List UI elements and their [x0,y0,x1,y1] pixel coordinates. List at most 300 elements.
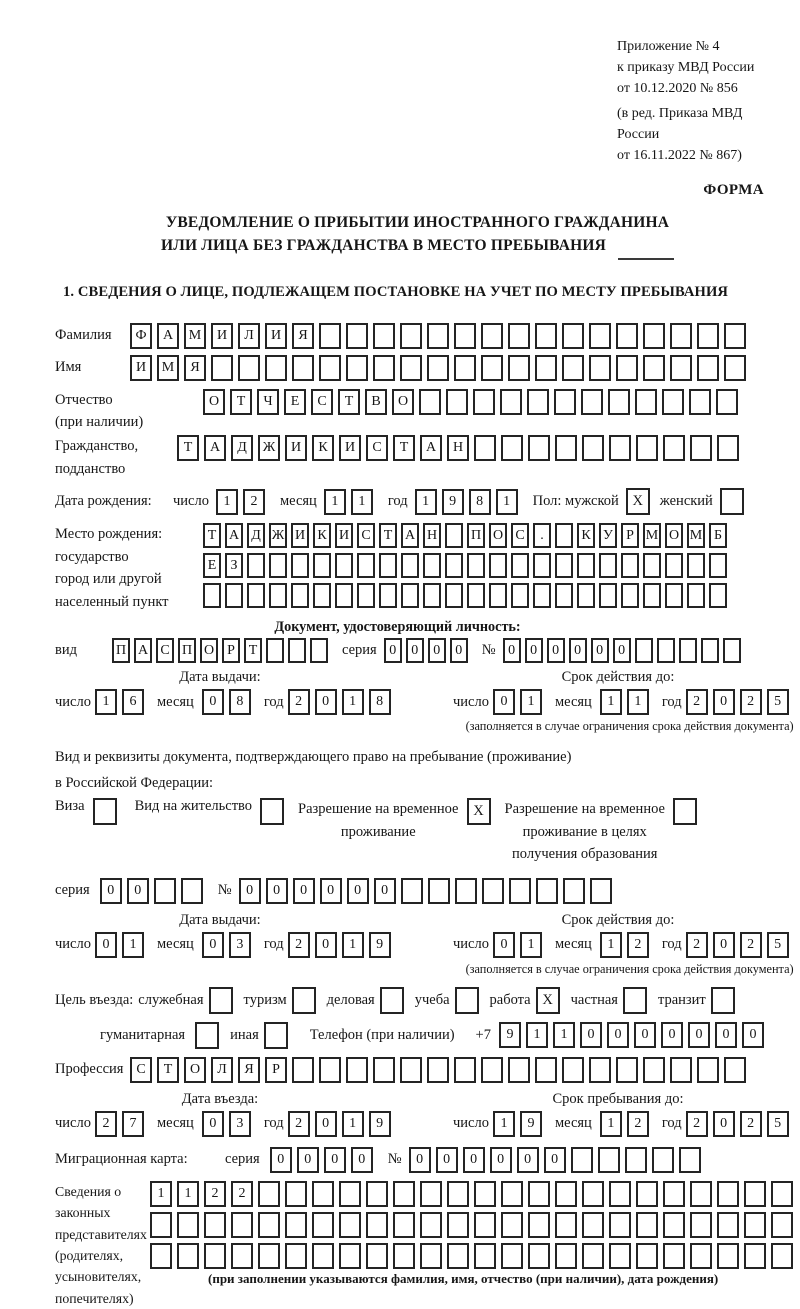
char-cell[interactable] [508,323,530,349]
migration-series-input[interactable] [270,1147,378,1173]
char-cell[interactable] [590,878,612,904]
representatives-input-row3[interactable] [150,1243,798,1269]
male-checkbox[interactable]: X [626,488,650,515]
char-cell[interactable]: 0 [713,1111,735,1137]
char-cell[interactable] [528,1212,550,1238]
char-cell[interactable]: И [130,355,152,381]
char-cell[interactable] [571,1147,593,1173]
char-cell[interactable]: О [489,523,507,548]
char-cell[interactable] [366,1243,388,1269]
char-cell[interactable]: 2 [686,932,708,958]
char-cell[interactable]: 0 [95,932,117,958]
edu-permit-checkbox[interactable] [673,798,697,825]
char-cell[interactable]: . [533,523,551,548]
char-cell[interactable] [744,1243,766,1269]
char-cell[interactable]: 1 [122,932,144,958]
char-cell[interactable] [690,1212,712,1238]
char-cell[interactable] [562,355,584,381]
char-cell[interactable] [291,553,309,578]
char-cell[interactable] [657,638,675,663]
char-cell[interactable]: 0 [525,638,543,663]
char-cell[interactable] [467,553,485,578]
char-cell[interactable] [500,389,522,415]
char-cell[interactable]: 1 [520,689,542,715]
char-cell[interactable] [717,435,739,461]
char-cell[interactable] [689,389,711,415]
char-cell[interactable] [467,583,485,608]
char-cell[interactable] [177,1212,199,1238]
residence-issue-day-input[interactable] [95,932,149,958]
char-cell[interactable] [474,1243,496,1269]
char-cell[interactable]: Т [338,389,360,415]
char-cell[interactable] [313,583,331,608]
char-cell[interactable] [679,1147,701,1173]
char-cell[interactable] [313,553,331,578]
char-cell[interactable]: 0 [202,689,224,715]
residence-issue-year-input[interactable] [288,932,396,958]
purpose-business-checkbox[interactable] [380,987,404,1014]
char-cell[interactable]: 9 [369,932,391,958]
char-cell[interactable] [366,1212,388,1238]
char-cell[interactable]: С [311,389,333,415]
char-cell[interactable]: Я [238,1057,260,1083]
char-cell[interactable]: 0 [607,1022,629,1048]
char-cell[interactable] [238,355,260,381]
char-cell[interactable]: 0 [591,638,609,663]
char-cell[interactable]: 0 [127,878,149,904]
char-cell[interactable] [562,323,584,349]
char-cell[interactable] [445,553,463,578]
char-cell[interactable] [582,435,604,461]
char-cell[interactable]: 8 [469,489,491,515]
char-cell[interactable] [150,1243,172,1269]
char-cell[interactable] [285,1243,307,1269]
char-cell[interactable] [335,553,353,578]
char-cell[interactable] [589,1057,611,1083]
char-cell[interactable] [723,638,741,663]
char-cell[interactable] [357,553,375,578]
char-cell[interactable] [508,355,530,381]
char-cell[interactable]: 1 [526,1022,548,1048]
entry-month-input[interactable] [202,1111,256,1137]
char-cell[interactable]: 0 [517,1147,539,1173]
residence-expiry-day-input[interactable] [493,932,547,958]
char-cell[interactable] [401,583,419,608]
char-cell[interactable] [508,1057,530,1083]
char-cell[interactable]: 9 [499,1022,521,1048]
char-cell[interactable]: 1 [520,932,542,958]
char-cell[interactable] [555,1212,577,1238]
purpose-official-checkbox[interactable] [209,987,233,1014]
char-cell[interactable]: Б [709,523,727,548]
char-cell[interactable]: С [366,435,388,461]
char-cell[interactable] [636,1212,658,1238]
char-cell[interactable]: 9 [520,1111,542,1137]
char-cell[interactable] [310,638,328,663]
char-cell[interactable]: 0 [713,689,735,715]
char-cell[interactable]: М [687,523,705,548]
char-cell[interactable]: 0 [493,932,515,958]
char-cell[interactable] [528,435,550,461]
char-cell[interactable]: 2 [686,1111,708,1137]
char-cell[interactable]: Д [231,435,253,461]
char-cell[interactable] [589,323,611,349]
char-cell[interactable]: 2 [740,932,762,958]
char-cell[interactable]: А [204,435,226,461]
char-cell[interactable] [446,389,468,415]
char-cell[interactable] [717,1181,739,1207]
char-cell[interactable]: 0 [634,1022,656,1048]
char-cell[interactable]: Т [157,1057,179,1083]
char-cell[interactable] [589,355,611,381]
purpose-private-checkbox[interactable] [623,987,647,1014]
residence-permit-checkbox[interactable] [260,798,284,825]
char-cell[interactable] [643,583,661,608]
char-cell[interactable] [177,1243,199,1269]
doc-series-input[interactable] [384,638,472,663]
char-cell[interactable]: 1 [324,489,346,515]
char-cell[interactable] [269,583,287,608]
char-cell[interactable] [636,435,658,461]
char-cell[interactable]: 0 [713,932,735,958]
char-cell[interactable] [690,435,712,461]
char-cell[interactable]: 2 [231,1181,253,1207]
char-cell[interactable]: 2 [686,689,708,715]
char-cell[interactable]: 0 [320,878,342,904]
char-cell[interactable]: 1 [150,1181,172,1207]
char-cell[interactable]: 2 [288,932,310,958]
char-cell[interactable] [373,323,395,349]
char-cell[interactable] [312,1243,334,1269]
char-cell[interactable] [423,583,441,608]
char-cell[interactable] [665,553,683,578]
char-cell[interactable] [489,583,507,608]
purpose-work-checkbox[interactable]: X [536,987,560,1014]
char-cell[interactable]: 0 [406,638,424,663]
char-cell[interactable]: Н [423,523,441,548]
char-cell[interactable]: 3 [229,1111,251,1137]
char-cell[interactable]: 0 [661,1022,683,1048]
char-cell[interactable]: И [211,323,233,349]
char-cell[interactable]: 2 [627,932,649,958]
char-cell[interactable] [509,878,531,904]
char-cell[interactable]: П [467,523,485,548]
char-cell[interactable] [150,1212,172,1238]
char-cell[interactable] [258,1243,280,1269]
char-cell[interactable]: А [420,435,442,461]
patronymic-input[interactable] [203,389,743,415]
residence-series-input[interactable] [100,878,208,904]
char-cell[interactable]: 1 [600,932,622,958]
migration-number-input[interactable] [409,1147,706,1173]
char-cell[interactable]: И [265,323,287,349]
char-cell[interactable]: 6 [122,689,144,715]
char-cell[interactable]: О [200,638,218,663]
char-cell[interactable] [420,1212,442,1238]
char-cell[interactable] [616,1057,638,1083]
char-cell[interactable]: М [157,355,179,381]
char-cell[interactable] [204,1212,226,1238]
entry-year-input[interactable] [288,1111,396,1137]
citizenship-input[interactable] [177,435,744,461]
char-cell[interactable]: Я [184,355,206,381]
char-cell[interactable] [379,553,397,578]
char-cell[interactable]: М [643,523,661,548]
residence-expiry-year-input[interactable] [686,932,794,958]
char-cell[interactable] [670,1057,692,1083]
residence-number-input[interactable] [239,878,617,904]
char-cell[interactable] [635,638,653,663]
char-cell[interactable] [447,1243,469,1269]
char-cell[interactable]: 2 [740,1111,762,1137]
birth-month-input[interactable] [324,489,378,515]
char-cell[interactable] [609,435,631,461]
char-cell[interactable] [291,583,309,608]
char-cell[interactable]: 1 [95,689,117,715]
representatives-input-row2[interactable] [150,1212,798,1238]
char-cell[interactable] [292,355,314,381]
char-cell[interactable] [319,355,341,381]
char-cell[interactable] [292,1057,314,1083]
char-cell[interactable]: Л [211,1057,233,1083]
char-cell[interactable] [670,323,692,349]
char-cell[interactable] [643,355,665,381]
char-cell[interactable] [599,553,617,578]
char-cell[interactable] [511,583,529,608]
char-cell[interactable]: Л [238,323,260,349]
char-cell[interactable] [420,1181,442,1207]
temp-permit-checkbox[interactable]: X [467,798,491,825]
char-cell[interactable]: 2 [740,689,762,715]
char-cell[interactable] [563,878,585,904]
char-cell[interactable] [536,878,558,904]
char-cell[interactable]: 0 [351,1147,373,1173]
char-cell[interactable] [663,1181,685,1207]
char-cell[interactable] [643,323,665,349]
char-cell[interactable]: Ж [269,523,287,548]
char-cell[interactable] [481,323,503,349]
char-cell[interactable]: И [285,435,307,461]
stay-month-input[interactable] [600,1111,654,1137]
char-cell[interactable] [687,553,705,578]
char-cell[interactable] [258,1181,280,1207]
char-cell[interactable]: 3 [229,932,251,958]
char-cell[interactable] [285,1181,307,1207]
char-cell[interactable] [203,583,221,608]
phone-input[interactable] [499,1022,769,1048]
char-cell[interactable]: 0 [450,638,468,663]
char-cell[interactable]: П [112,638,130,663]
doc-kind-input[interactable] [112,638,332,663]
char-cell[interactable] [716,389,738,415]
char-cell[interactable] [528,1181,550,1207]
char-cell[interactable]: 2 [243,489,265,515]
char-cell[interactable]: 1 [177,1181,199,1207]
char-cell[interactable] [581,389,603,415]
char-cell[interactable] [527,389,549,415]
char-cell[interactable]: С [357,523,375,548]
char-cell[interactable]: У [599,523,617,548]
birth-place-input-row2[interactable] [203,553,731,578]
char-cell[interactable]: 0 [374,878,396,904]
char-cell[interactable] [609,1181,631,1207]
char-cell[interactable]: Е [284,389,306,415]
char-cell[interactable] [724,1057,746,1083]
char-cell[interactable]: 2 [204,1181,226,1207]
char-cell[interactable]: 0 [503,638,521,663]
char-cell[interactable] [555,553,573,578]
char-cell[interactable]: 0 [428,638,446,663]
char-cell[interactable] [709,583,727,608]
char-cell[interactable]: Т [177,435,199,461]
char-cell[interactable] [400,355,422,381]
char-cell[interactable] [427,1057,449,1083]
char-cell[interactable] [555,583,573,608]
char-cell[interactable] [679,638,697,663]
char-cell[interactable]: А [157,323,179,349]
issue-day-input[interactable] [95,689,149,715]
char-cell[interactable]: 1 [600,689,622,715]
char-cell[interactable] [555,1181,577,1207]
char-cell[interactable]: 0 [347,878,369,904]
purpose-other-checkbox[interactable] [264,1022,288,1049]
char-cell[interactable] [288,638,306,663]
char-cell[interactable]: 0 [315,1111,337,1137]
char-cell[interactable]: 0 [463,1147,485,1173]
char-cell[interactable] [582,1243,604,1269]
char-cell[interactable]: Е [203,553,221,578]
char-cell[interactable]: Ч [257,389,279,415]
char-cell[interactable] [690,1243,712,1269]
char-cell[interactable]: Д [247,523,265,548]
char-cell[interactable] [663,1212,685,1238]
char-cell[interactable]: 0 [580,1022,602,1048]
char-cell[interactable] [533,583,551,608]
char-cell[interactable]: О [184,1057,206,1083]
char-cell[interactable]: Р [222,638,240,663]
doc-number-input[interactable] [503,638,745,663]
purpose-humanitarian-checkbox[interactable] [195,1022,219,1049]
char-cell[interactable] [636,1243,658,1269]
char-cell[interactable] [420,1243,442,1269]
char-cell[interactable] [528,1243,550,1269]
char-cell[interactable] [608,389,630,415]
char-cell[interactable]: 0 [688,1022,710,1048]
char-cell[interactable] [231,1212,253,1238]
char-cell[interactable]: 0 [266,878,288,904]
char-cell[interactable]: К [312,435,334,461]
char-cell[interactable] [265,355,287,381]
char-cell[interactable] [636,1181,658,1207]
char-cell[interactable]: 1 [553,1022,575,1048]
char-cell[interactable] [511,553,529,578]
char-cell[interactable]: Т [203,523,221,548]
char-cell[interactable]: 2 [288,1111,310,1137]
issue-year-input[interactable] [288,689,396,715]
char-cell[interactable] [400,323,422,349]
char-cell[interactable] [697,323,719,349]
char-cell[interactable]: А [401,523,419,548]
char-cell[interactable] [744,1181,766,1207]
char-cell[interactable] [555,523,573,548]
issue-month-input[interactable] [202,689,256,715]
char-cell[interactable] [697,1057,719,1083]
char-cell[interactable] [454,323,476,349]
char-cell[interactable] [204,1243,226,1269]
char-cell[interactable] [346,355,368,381]
char-cell[interactable] [366,1181,388,1207]
char-cell[interactable]: К [313,523,331,548]
char-cell[interactable]: 0 [409,1147,431,1173]
char-cell[interactable] [744,1212,766,1238]
residence-issue-month-input[interactable] [202,932,256,958]
char-cell[interactable]: Т [393,435,415,461]
char-cell[interactable] [474,435,496,461]
purpose-transit-checkbox[interactable] [711,987,735,1014]
char-cell[interactable] [665,583,683,608]
char-cell[interactable]: 2 [288,689,310,715]
char-cell[interactable]: 5 [767,1111,789,1137]
char-cell[interactable] [598,1147,620,1173]
char-cell[interactable]: Н [447,435,469,461]
char-cell[interactable]: 9 [369,1111,391,1137]
char-cell[interactable] [533,553,551,578]
char-cell[interactable]: 0 [315,689,337,715]
char-cell[interactable]: 0 [297,1147,319,1173]
char-cell[interactable] [427,323,449,349]
char-cell[interactable]: Я [292,323,314,349]
char-cell[interactable] [616,355,638,381]
char-cell[interactable]: 8 [229,689,251,715]
char-cell[interactable] [501,1212,523,1238]
char-cell[interactable]: 1 [627,689,649,715]
char-cell[interactable] [401,553,419,578]
char-cell[interactable] [339,1243,361,1269]
char-cell[interactable] [482,878,504,904]
char-cell[interactable] [346,1057,368,1083]
char-cell[interactable]: Т [379,523,397,548]
char-cell[interactable] [577,553,595,578]
char-cell[interactable] [501,1181,523,1207]
char-cell[interactable] [339,1212,361,1238]
char-cell[interactable] [555,435,577,461]
profession-input[interactable] [130,1057,751,1083]
char-cell[interactable]: С [130,1057,152,1083]
char-cell[interactable]: С [156,638,174,663]
char-cell[interactable] [481,355,503,381]
char-cell[interactable] [247,583,265,608]
char-cell[interactable]: 0 [493,689,515,715]
char-cell[interactable] [652,1147,674,1173]
char-cell[interactable] [231,1243,253,1269]
char-cell[interactable]: 5 [767,689,789,715]
char-cell[interactable]: З [225,553,243,578]
char-cell[interactable]: 0 [100,878,122,904]
char-cell[interactable] [554,389,576,415]
char-cell[interactable] [724,323,746,349]
char-cell[interactable] [473,389,495,415]
char-cell[interactable]: А [134,638,152,663]
char-cell[interactable] [419,389,441,415]
char-cell[interactable] [427,355,449,381]
char-cell[interactable] [663,1243,685,1269]
char-cell[interactable]: О [392,389,414,415]
purpose-study-checkbox[interactable] [455,987,479,1014]
char-cell[interactable]: Ф [130,323,152,349]
char-cell[interactable] [582,1212,604,1238]
char-cell[interactable] [662,389,684,415]
char-cell[interactable] [501,1243,523,1269]
